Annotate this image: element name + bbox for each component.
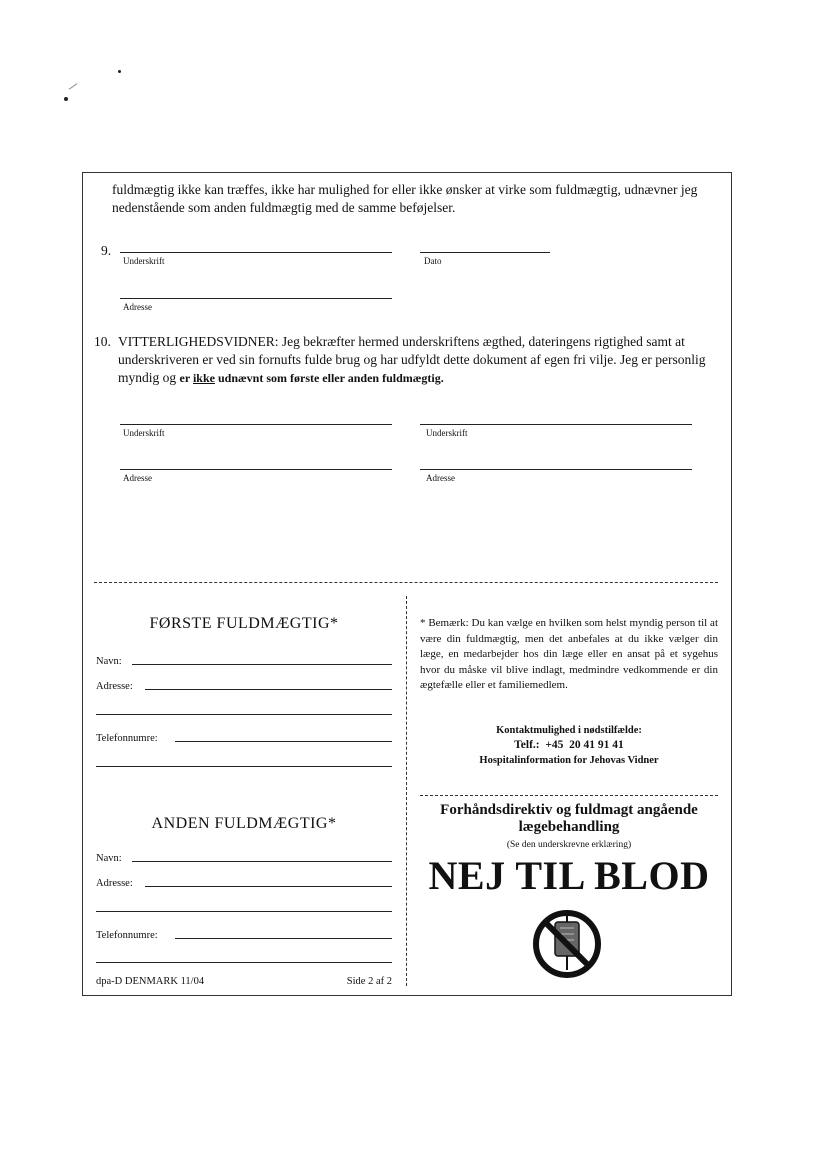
section10-number: 10. [94,334,111,349]
first-agent-address-label: Adresse: [96,681,133,692]
witness1-signature-label: Underskrift [123,428,165,438]
no-blood-icon [530,908,604,980]
cut-line-vertical [406,596,407,986]
card-subtitle: (Se den underskrevne erklæring) [506,840,632,850]
first-agent-title: FØRSTE FULDMÆGTIG* [149,615,339,632]
card-big-title: NEJ TIL BLOD [428,853,710,898]
section10-bold-rest: udnævnt som første eller anden fuldmægtig. [214,371,444,385]
scan-speck [64,97,68,101]
contact-heading: Kontaktmulighed i nødstilfælde: [496,725,642,736]
first-agent-name-label: Navn: [96,656,122,667]
second-agent-address-label: Adresse: [96,878,133,889]
footer-form-id: dpa-D DENMARK 11/04 [96,976,205,987]
section8-text: fuldmægtig ikke kan træffes, ikke har mulighed for eller ikke ønsker at virke som fuldmægtig, udnævner jeg nedenstående som anden fuldmægtig med de samme beføjelser. [112,182,698,215]
second-agent-phone-label: Telefonnumre: [96,930,158,941]
cut-line-horizontal [94,582,718,583]
first-agent-name-line[interactable] [132,664,392,665]
contact-phone: Telf.: +45 20 41 91 41 [514,739,624,751]
section9-signature-label: Underskrift [123,256,165,266]
second-agent-address-line[interactable] [145,886,392,887]
witness1-address-line[interactable] [120,469,392,470]
witness1-signature-line[interactable] [120,424,392,425]
second-agent-name-line[interactable] [132,861,392,862]
cut-line-card [420,795,718,796]
section10-bold-er: er [179,371,193,385]
first-agent-phone-label: Telefonnumre: [96,733,158,744]
scan-speck [69,83,78,90]
section9-address-label: Adresse [123,302,152,312]
second-agent-phone-line-2[interactable] [96,962,392,963]
witness2-signature-label: Underskrift [426,428,468,438]
second-agent-name-label: Navn: [96,853,122,864]
scan-speck [118,70,121,73]
section10-bold-ikke: ikke [192,371,215,385]
first-agent-phone-line[interactable] [175,741,392,742]
footer-page-number: Side 2 af 2 [346,976,392,987]
section9-number: 9. [101,243,112,258]
card-title: Forhåndsdirektiv og fuldmagt angående lægebehandling [440,802,698,835]
second-agent-phone-line[interactable] [175,938,392,939]
section9-date-label: Dato [424,256,442,266]
first-agent-address-line[interactable] [145,689,392,690]
section9-date-line[interactable] [420,252,550,253]
witness2-address-line[interactable] [420,469,692,470]
section10-text-plain: VITTERLIGHEDSVIDNER: Jeg bekræfter hermed underskriftens ægthed, dateringens rigtighed samt at underskriveren er ved sin fornufts fulde brug og har udfyldt dette dokument af egen fri vilje. Jeg er personlig myndig og [118,334,706,385]
witness2-address-label: Adresse [426,473,455,483]
contact-org: Hospitalinformation for Jehovas Vidner [479,755,659,766]
second-agent-title: ANDEN FULDMÆGTIG* [151,815,337,832]
section10-text [118,333,720,387]
first-agent-address-line-2[interactable] [96,714,392,715]
witness1-address-label: Adresse [123,473,152,483]
second-agent-address-line-2[interactable] [96,911,392,912]
witness2-signature-line[interactable] [420,424,692,425]
first-agent-phone-line-2[interactable] [96,766,392,767]
agent-note: * Bemærk: Du kan vælge en hvilken som helst myndig person til at være din fuldmægtig, men det anbefales at du ikke vælger din læge, en medarbejder hos din læge eller en ansat på et sygehus hvor du måske vil blive indlagt, medmindre vedkommende er din ægtefælle eller et familiemedlem. [420,617,718,691]
section9-address-line[interactable] [120,298,392,299]
section9-signature-line[interactable] [120,252,392,253]
